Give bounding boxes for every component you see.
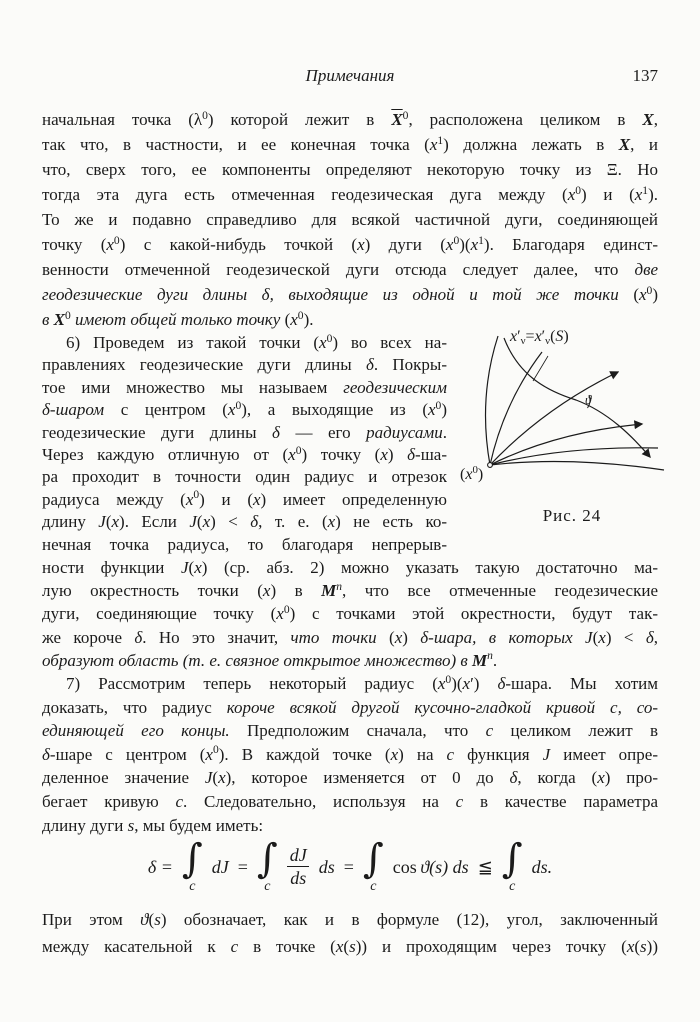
label-pointer-line — [533, 356, 548, 381]
text-line: 6) Проведем из такой точки $(x^0)$ во всех на- — [66, 332, 447, 352]
text-line: лую окрестность точки (x) в $M^n$, что все отмеченные геодезические — [42, 579, 658, 601]
section-7 — [42, 672, 658, 837]
integral-sign: ∫ c — [256, 836, 278, 894]
text-line: геодезические дуги длины δ, выходящие из одной и той же точки $(x^0)$ — [42, 283, 658, 304]
text-line: венности отмеченной геодезической дуги отсюда следует далее, что две — [42, 260, 658, 279]
text-line: При этом ϑ(s) обозначает, как и в формуле (12), угол, заключенный — [42, 910, 658, 929]
section-6-wide-column — [42, 556, 658, 672]
paragraph-continuation — [42, 107, 658, 332]
page-header — [42, 66, 658, 90]
text-line: правлениях геодезические дуги длины δ. Покры- — [42, 355, 447, 375]
fraction: $\frac{dJ}{ds}$ — [287, 845, 310, 888]
text-line: в $X^0$ имеют общей только точку $(x^0)$. — [42, 308, 314, 329]
geodesic-radius-curve-arrow — [490, 372, 618, 465]
text-line: δ-шаре с центром $(x^0)$. В каждой точке (x) на c функция J имеет опре- — [42, 743, 658, 764]
figure-24 — [452, 326, 692, 540]
transversal-curve — [504, 338, 650, 457]
figure-caption: Рис. 24 — [542, 506, 602, 525]
text-line: Через каждую отличную от $(x^0)$ точку (x) δ-ша- — [42, 443, 447, 464]
text-line: тое ими множество мы называем геодезическим — [42, 377, 447, 397]
text-line: геодезические дуги длины δ — его радиусами. — [42, 422, 447, 442]
page-number: 137 — [632, 66, 658, 85]
text-line: что, сверх того, ее компоненты определяют некоторую точку из Ξ. Но — [42, 160, 658, 179]
text-line: ности функции J(x) (ср. абз. 2) можно указать такую достаточно ма- — [42, 558, 658, 577]
equals-sign: = — [237, 856, 248, 877]
text-line: дуги, соединяющие точку $(x^0)$ с точками этой окрестности, будут так- — [42, 603, 658, 624]
text-line: То же и подавно справедливо для всякой частичной дуги, соединяющей — [42, 210, 658, 229]
text-line: точку $(x^0)$ с какой-нибудь точкой (x) дуги $(x^0)(x^1)$. Благодаря единст- — [42, 233, 658, 254]
equation-lhs: δ = — [147, 856, 173, 877]
integral-sign: ∫ c — [362, 836, 384, 894]
equation-term: dJ — [211, 856, 229, 877]
geodesic-radius-curve — [490, 352, 542, 465]
curve-equation-label: $x'_\nu=x'_\nu(S)$ — [510, 328, 569, 347]
section-6-narrow-column — [42, 332, 447, 556]
origin-point — [488, 463, 493, 468]
geodesic-radius-curve-arrow — [490, 424, 642, 465]
integral-sign: ∫ c — [181, 836, 203, 894]
text-line: доказать, что радиус короче всякой другой кусочно-гладкой кривой c, со- — [42, 697, 658, 717]
equals-sign: = — [343, 856, 354, 877]
integral-sign: ∫ c — [501, 836, 523, 894]
running-head: Примечания — [305, 66, 395, 85]
text-line: длину дуги s, мы будем иметь: — [42, 815, 264, 835]
text-line: 7) Рассмотрим теперь некоторый радиус $(x^0)(x')$ δ-шара. Мы хотим — [66, 672, 658, 693]
text-line: деленное значение J(x), которое изменяется от 0 до δ, когда (x) про- — [42, 768, 658, 788]
text-line: бегает кривую c. Следовательно, используя на c в качестве параметра — [42, 791, 658, 811]
text-line: единяющей его концы. Предположим сначала, что c целиком лежит в — [42, 721, 658, 741]
equation-term: ds. — [531, 856, 553, 877]
text-line: ра проходит в точности один радиус и отрезок — [42, 467, 447, 487]
text-line: так что, в частности, и ее конечная точка $(x^1)$ должна лежать в X, и — [42, 133, 658, 154]
origin-point-label: $(x^0)$ — [460, 464, 484, 483]
displayed-equation — [42, 832, 658, 902]
text-line: же короче δ. Но это значит, что точки (x) δ-шара, в которых J(x) < δ, — [42, 627, 658, 647]
geodesic-radius-curve — [486, 336, 499, 465]
cosine-term: cos ϑ(s) ds — [392, 856, 469, 877]
text-line: начальная точка $(\lambda^0)$ которой лежит в $\overline{X}^0$, расположена целиком в X, — [42, 108, 658, 129]
closing-paragraph — [42, 906, 658, 960]
geodesic-radius-curve — [490, 461, 664, 470]
text-line: нечная точка радиуса, то благодаря непрерыв- — [42, 534, 447, 554]
equation-term: ds — [318, 856, 335, 877]
less-equal-sign: ≦ — [477, 856, 493, 877]
geodesic-fan-drawing — [452, 326, 692, 504]
text-line: δ-шаром с центром $(x^0)$, а выходящие из $(x^0)$ — [42, 399, 447, 420]
text-line: радиуса между $(x^0)$ и (x) имеет определенную — [42, 488, 447, 509]
text-line: длину J(x). Если J(x) < δ, т. е. (x) не есть ко- — [42, 512, 447, 532]
angle-theta-label: ϑ — [585, 392, 592, 407]
text-line: тогда эта дуга есть отмеченная геодезическая дуга между $(x^0)$ и $(x^1)$. — [42, 183, 658, 204]
text-line: между касательной к c в точке (x(s)) и проходящим через точку (x(s)) — [42, 937, 658, 956]
text-line: образуют область (т. е. связное открытое множество) в $M^n$. — [42, 649, 498, 670]
